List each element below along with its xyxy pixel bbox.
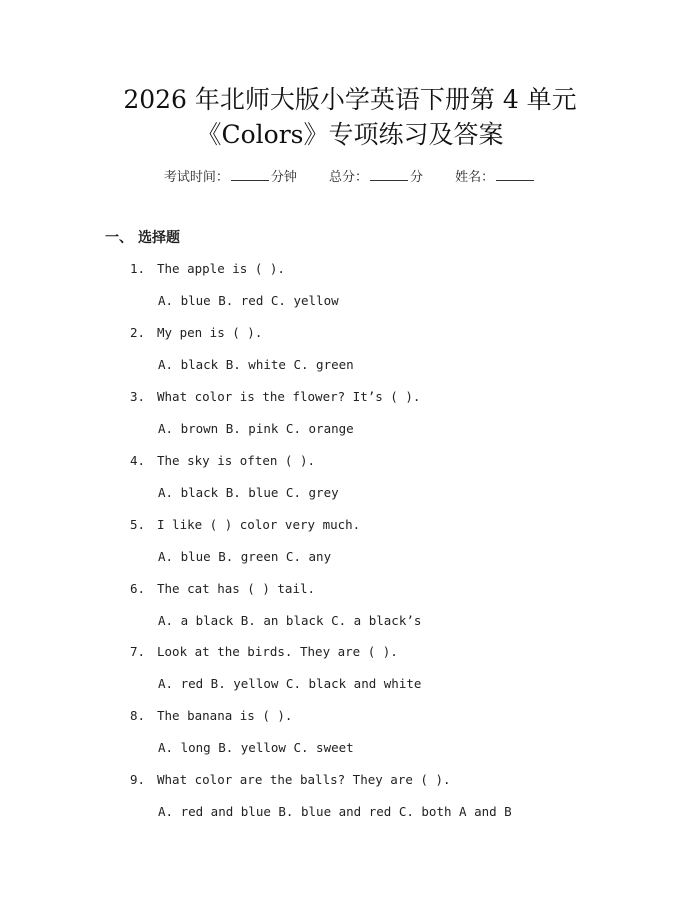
exam-time-unit: 分钟	[270, 170, 297, 185]
question-number: 5.	[130, 516, 146, 532]
question-7-options: A. red B. yellow C. black and white	[158, 676, 422, 692]
question-7	[130, 644, 398, 660]
total-score-blank	[370, 168, 408, 181]
document-title-line-1: 2026 年北师大版小学英语下册第 4 单元	[123, 85, 577, 114]
question-6-options: A. a black B. an black C. a black’s	[158, 612, 422, 628]
question-1	[130, 261, 285, 277]
question-text: I like ( ) color very much.	[157, 516, 361, 532]
total-score-label: 总分：	[328, 170, 368, 185]
question-9-options: A. red and blue B. blue and red C. both A and B	[158, 804, 512, 820]
question-8-options: A. long B. yellow C. sweet	[158, 740, 354, 756]
question-number: 3.	[130, 388, 146, 404]
question-text: The banana is ( ).	[157, 708, 293, 724]
question-text: Look at the birds. They are ( ).	[157, 644, 398, 660]
question-text: What color are the balls? They are ( ).	[157, 772, 451, 788]
question-text: The cat has ( ) tail.	[157, 580, 316, 596]
total-score	[329, 168, 423, 187]
question-8	[130, 708, 292, 724]
section-title: 选择题	[138, 230, 180, 246]
student-name	[455, 168, 536, 187]
question-number: 2.	[130, 324, 146, 340]
question-number: 4.	[130, 452, 146, 468]
question-5-options: A. blue B. green C. any	[158, 548, 332, 564]
question-text: The apple is ( ).	[157, 261, 285, 276]
question-9	[130, 772, 451, 788]
document-title-line-2: 《Colors》专项练习及答案	[196, 120, 504, 149]
question-6	[130, 581, 315, 597]
question-3	[130, 389, 420, 405]
question-number: 8.	[130, 708, 146, 724]
question-4-options: A. black B. blue C. grey	[158, 484, 339, 500]
question-4	[130, 453, 315, 469]
exam-time-blank	[231, 168, 269, 181]
question-2-options: A. black B. white C. green	[158, 356, 354, 372]
question-3-options: A. brown B. pink C. orange	[158, 420, 354, 436]
question-1-options: A. blue B. red C. yellow	[158, 293, 339, 308]
question-number: 6.	[130, 580, 146, 596]
section-number: 一、	[105, 230, 133, 246]
section-heading	[105, 229, 180, 247]
question-5	[130, 517, 360, 533]
exam-info	[0, 168, 700, 187]
student-name-label: 姓名：	[455, 170, 495, 185]
question-2	[130, 325, 262, 341]
question-text: My pen is ( ).	[157, 324, 263, 340]
exam-time-label: 考试时间：	[163, 170, 229, 185]
question-number: 1.	[130, 261, 146, 276]
question-text: The sky is often ( ).	[157, 452, 316, 468]
question-text: What color is the flower? It’s ( ).	[157, 388, 421, 404]
exam-time	[164, 168, 297, 187]
question-number: 9.	[130, 772, 146, 788]
question-number: 7.	[130, 644, 146, 660]
total-score-unit: 分	[410, 170, 424, 185]
student-name-blank	[496, 168, 534, 181]
